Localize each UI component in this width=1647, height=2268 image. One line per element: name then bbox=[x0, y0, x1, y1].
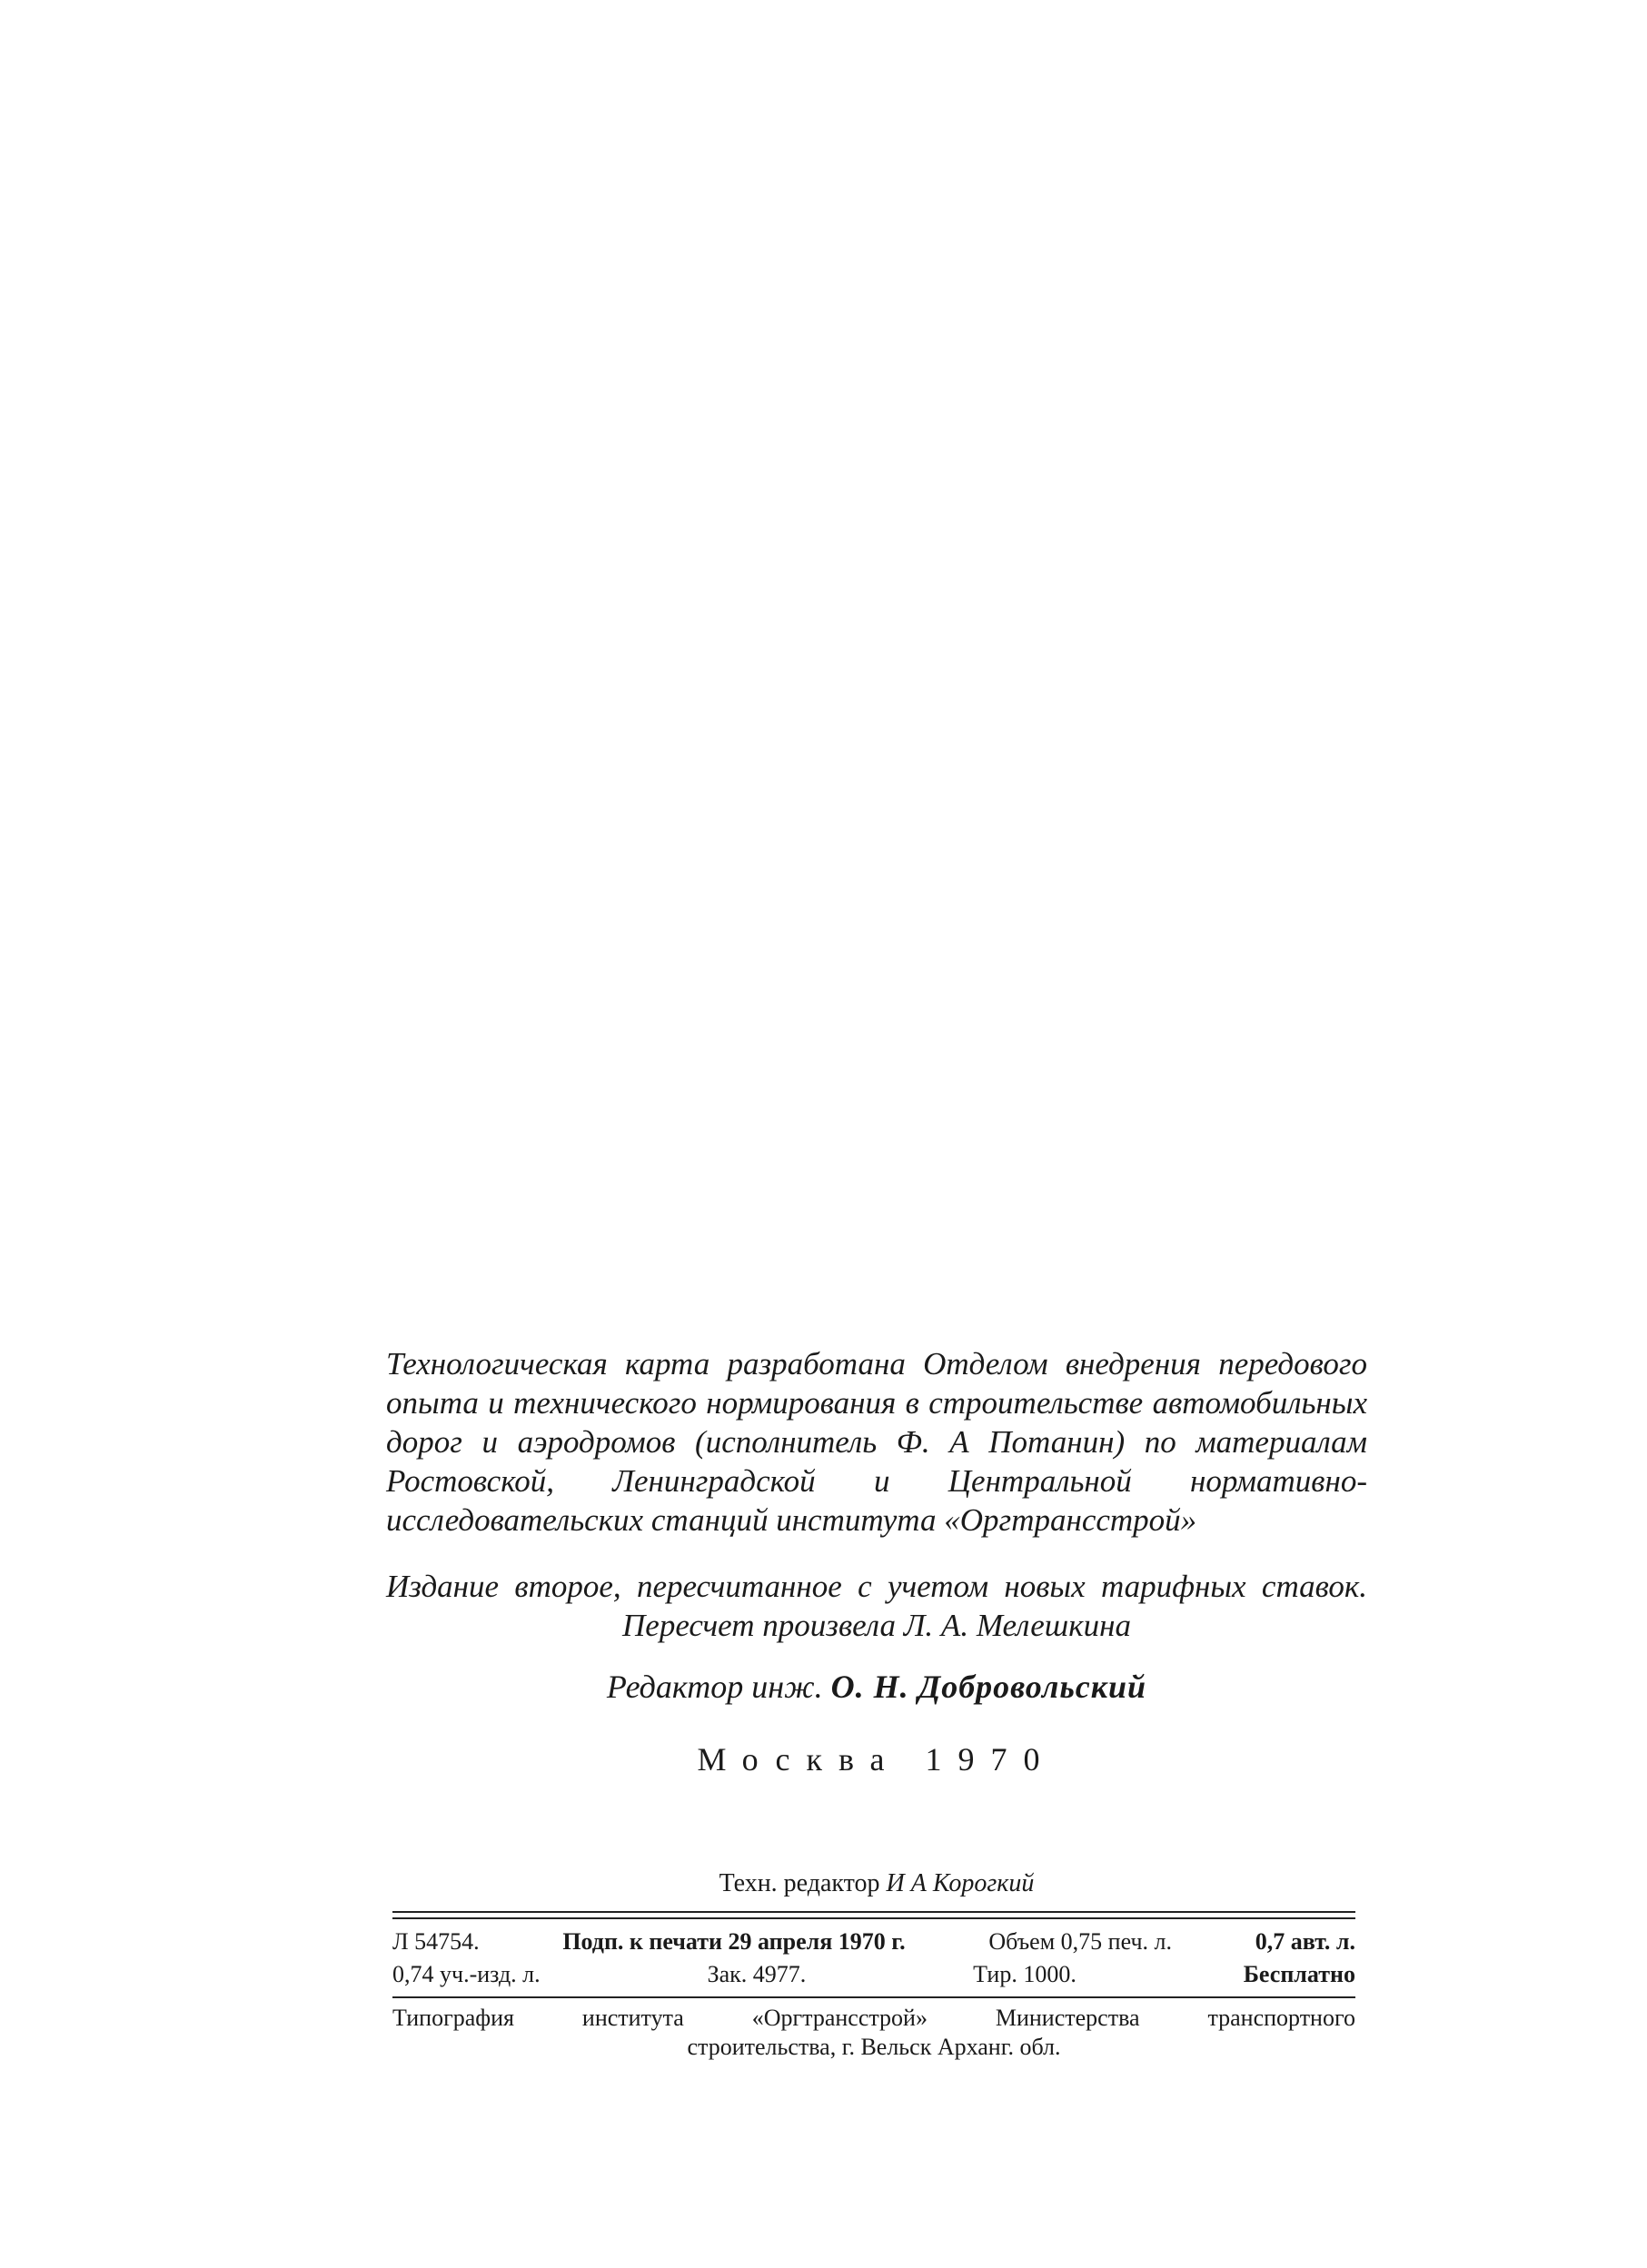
credits-paragraph bbox=[386, 1344, 1367, 1540]
city-year: Москва 1970 bbox=[697, 1741, 1057, 1778]
imprint-code: Л 54754. bbox=[392, 1928, 480, 1955]
credits-text: Технологическая карта разработана Отделом внедрения передового опыта и технического нормирования в строительстве автомобильных дорог и аэродромов (исполнитель Ф. А Потанин) по материалам Ростовской, Ленинградской и Центральной нормативно-исследовательских станций института «Оргтрансстрой» bbox=[386, 1346, 1367, 1538]
editor-line bbox=[386, 1667, 1367, 1707]
imprint-top-rule bbox=[392, 1911, 1355, 1913]
tech-editor-line bbox=[386, 1868, 1367, 1899]
imprint-print-run: Тир. 1000. bbox=[973, 1961, 1077, 1987]
imprint-volume: Объем 0,75 печ. л. bbox=[988, 1928, 1173, 1955]
imprint-row-2 bbox=[392, 1958, 1355, 1991]
imprint-top-rule-inner bbox=[392, 1917, 1355, 1919]
imprint-block bbox=[392, 1926, 1355, 1991]
imprint-author-sheets: 0,7 авт. л. bbox=[1255, 1928, 1355, 1955]
printer-block bbox=[392, 2004, 1355, 2062]
printer-line-2: строительства, г. Вельск Арханг. обл. bbox=[687, 2034, 1061, 2060]
editor-label: Редактор инж. bbox=[606, 1669, 823, 1705]
printer-line-1: Типография института «Оргтрансстрой» Министерства транспортного bbox=[392, 2005, 1355, 2031]
edition-paragraph bbox=[386, 1567, 1367, 1645]
tech-editor-label: Техн. редактор bbox=[719, 1869, 880, 1897]
imprint-signed: Подп. к печати 29 апреля 1970 г. bbox=[562, 1928, 906, 1955]
tech-editor-name: И А Корогкий bbox=[886, 1869, 1035, 1897]
imprint-publisher-sheets: 0,74 уч.-изд. л. bbox=[392, 1961, 541, 1987]
edition-text: Издание второе, пересчитанное с учетом новых тарифных ставок. Пересчет произвела Л. А. Мелешкина bbox=[386, 1569, 1367, 1643]
imprint-row-1 bbox=[392, 1926, 1355, 1958]
imprint-price: Бесплатно bbox=[1243, 1961, 1355, 1987]
imprint-bottom-rule bbox=[392, 1996, 1355, 1998]
editor-name: О. Н. Добровольский bbox=[830, 1669, 1147, 1705]
imprint-order: Зак. 4977. bbox=[707, 1961, 807, 1987]
